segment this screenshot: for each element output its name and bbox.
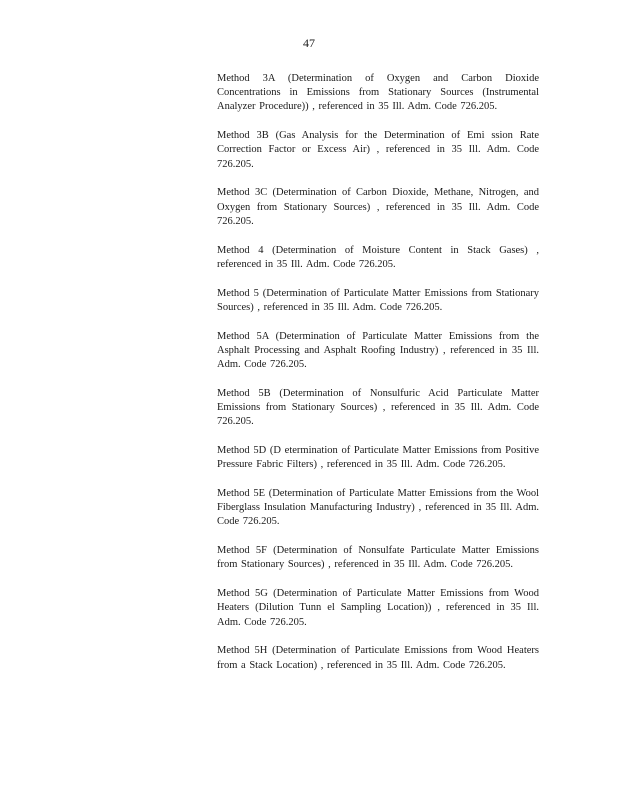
method-entry-5a: Method 5A (Determination of Particulate Matter Emissions from the Asphalt Processing and Asphalt Roofing Industry) , referenced in 35 Ill. Adm. Code 726.205. (217, 330, 539, 371)
method-reference-list (217, 72, 539, 687)
method-entry-5g: Method 5G (Determination of Particulate Matter Emissions from Wood Heaters (Dilution Tunn el Sampling Location)) , referenced in 35 Ill. Adm. Code 726.205. (217, 588, 539, 628)
method-entry-3c: Method 3C (Determination of Carbon Dioxide, Methane, Nitrogen, and Oxygen from Stationary Sources) , referenced in 35 Ill. Adm. Code 726.205. (217, 187, 539, 227)
method-entry-5h: Method 5H (Determination of Particulate Emissions from Wood Heaters from a Stack Location) , referenced in 35 Ill. Adm. Code 726.205. (217, 645, 539, 671)
method-entry-5f: Method 5F (Determination of Nonsulfate Particulate Matter Emissions from Stationary Sources) , referenced in 35 Ill. Adm. Code 726.205. (217, 545, 539, 571)
method-entry-3a: Method 3A (Determination of Oxygen and Carbon Dioxide Concentrations in Emissions from Stationary Sources (Instrumental Analyzer Procedure)) , referenced in 35 Ill. Adm. Code 726.205. (217, 73, 539, 113)
method-entry-5b: Method 5B (Determination of Nonsulfuric Acid Particulate Matter Emissions from Stationary Sources) , referenced in 35 Ill. Adm. Code 726.205. (217, 387, 539, 428)
method-entry-5: Method 5 (Determination of Particulate Matter Emissions from Stationary Sources) , referenced in 35 Ill. Adm. Code 726.205. (217, 287, 539, 313)
page-number: 47 (303, 36, 315, 50)
method-entry-5d: Method 5D (D etermination of Particulate Matter Emissions from Positive Pressure Fabric Filters) , referenced in 35 Ill. Adm. Code 726.205. (217, 445, 539, 471)
method-entry-5e: Method 5E (Determination of Particulate Matter Emissions from the Wool Fiberglass Insulation Manufacturing Industry) , referenced in 35 Ill. Adm. Code 726.205. (217, 488, 539, 528)
method-entry-3b: Method 3B (Gas Analysis for the Determination of Emi ssion Rate Correction Factor or Excess Air) , referenced in 35 Ill. Adm. Code 726.205. (217, 130, 539, 170)
method-entry-4: Method 4 (Determination of Moisture Content in Stack Gases) , referenced in 35 Ill. Adm. Code 726.205. (217, 244, 539, 270)
